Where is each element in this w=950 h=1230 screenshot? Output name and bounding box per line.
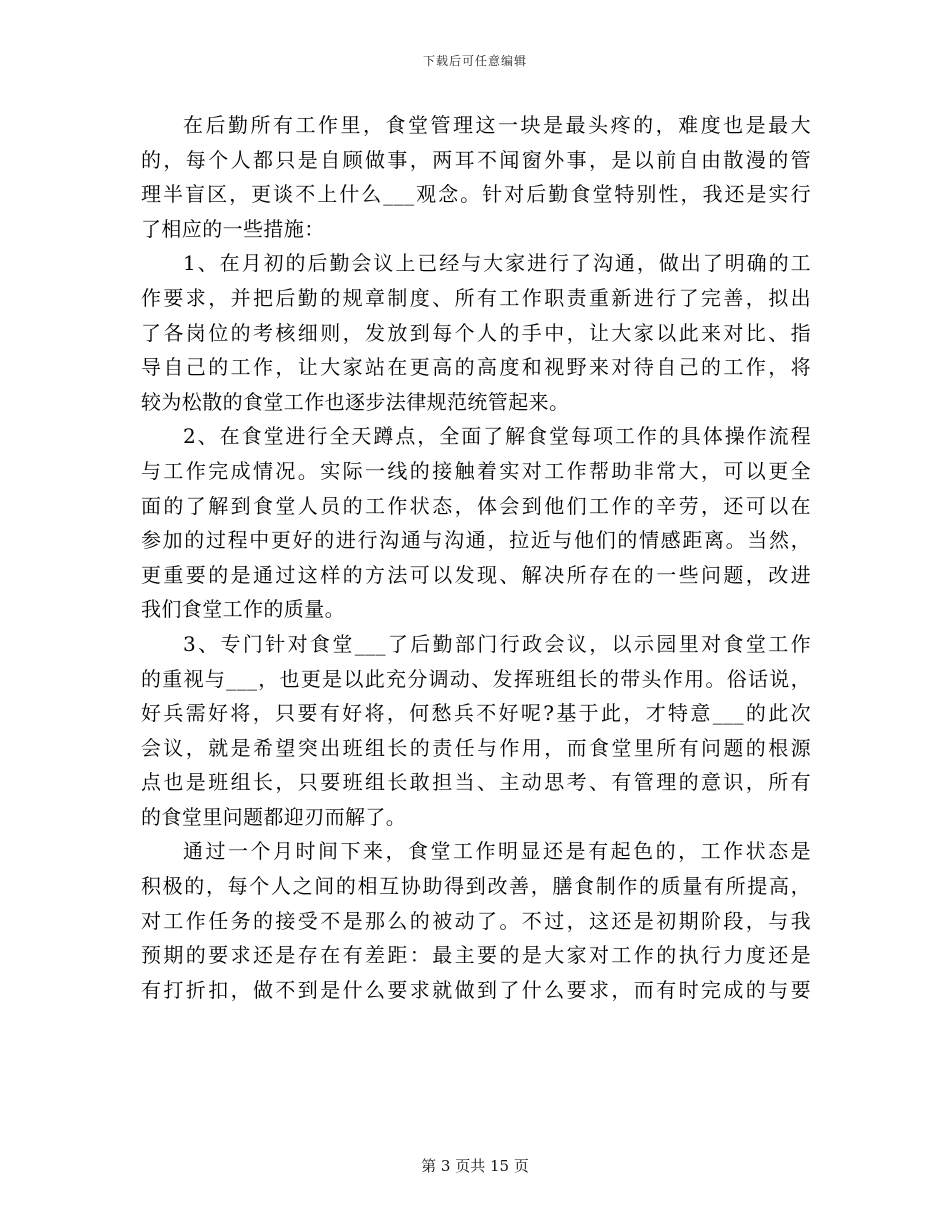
paragraph-2-line-2: 作要求，并把后勤的规章制度、所有工作职责重新进行了完善，拟出	[141, 285, 811, 310]
paragraph-4-line-1: 3、专门针对食堂___了后勤部门行政会议，以示园里对食堂工作	[183, 631, 811, 656]
paragraph-3-line-2: 与工作完成情况。实际一线的接触着实对工作帮助非常大，可以更全	[141, 458, 811, 483]
paragraph-1-line-2: 的，每个人都只是自顾做事，两耳不闻窗外事，是以前自由散漫的管	[141, 147, 811, 172]
paragraph-3-line-1: 2、在食堂进行全天蹲点，全面了解食堂每项工作的具体操作流程	[183, 424, 811, 449]
paragraph-5-line-5: 有打折扣，做不到是什么要求就做到了什么要求，而有时完成的与要	[141, 977, 811, 1002]
paragraph-1-line-4: 了相应的一些措施：	[141, 216, 325, 241]
paragraph-4-line-6: 的食堂里问题都迎刃而解了。	[141, 804, 407, 829]
paragraph-2-line-3: 了各岗位的考核细则，发放到每个人的手中，让大家以此来对比、指	[141, 320, 811, 345]
paragraph-4-line-4: 会议，就是希望突出班组长的责任与作用，而食堂里所有问题的根源	[141, 735, 811, 760]
paragraph-5-line-4: 预期的要求还是存在有差距：最主要的是大家对工作的执行力度还是	[141, 943, 811, 968]
paragraph-5-line-2: 积极的，每个人之间的相互协助得到改善，膳食制作的质量有所提高，	[141, 874, 811, 899]
document-body	[141, 108, 811, 1007]
paragraph-2-line-1: 1、在月初的后勤会议上已经与大家进行了沟通，做出了明确的工	[183, 251, 811, 276]
paragraph-4-line-2: 的重视与___，也更是以此充分调动、发挥班组长的带头作用。俗话说，	[141, 666, 811, 691]
paragraph-3-line-3: 面的了解到食堂人员的工作状态，体会到他们工作的辛劳，还可以在	[141, 493, 811, 518]
paragraph-5-line-1: 通过一个月时间下来，食堂工作明显还是有起色的，工作状态是	[183, 839, 811, 864]
page-number-footer: 第 3 页共 15 页	[421, 1157, 529, 1175]
paragraph-4-line-5: 点也是班组长，只要班组长敢担当、主动思考、有管理的意识，所有	[141, 770, 811, 795]
paragraph-1-line-1: 在后勤所有工作里，食堂管理这一块是最头疼的，难度也是最大	[183, 113, 811, 137]
paragraph-5-line-3: 对工作任务的接受不是那么的被动了。不过，这还是初期阶段，与我	[141, 908, 811, 933]
page-header: 下载后可任意编辑	[422, 54, 527, 68]
paragraph-2-line-5: 较为松散的食堂工作也逐步法律规范统管起来。	[141, 389, 570, 414]
paragraph-2-line-4: 导自己的工作，让大家站在更高的高度和视野来对待自己的工作，将	[141, 355, 811, 380]
paragraph-4-line-3: 好兵需好将，只要有好将，何愁兵不好呢?基于此，才特意___的此次	[141, 701, 811, 726]
paragraph-3-line-6: 我们食堂工作的质量。	[141, 597, 345, 622]
paragraph-1-line-3: 理半盲区，更谈不上什么___观念。针对后勤食堂特别性，我还是实行	[141, 182, 811, 207]
paragraph-3-line-4: 参加的过程中更好的进行沟通与沟通，拉近与他们的情感距离。当然，	[141, 528, 811, 553]
paragraph-3-line-5: 更重要的是通过这样的方法可以发现、解决所存在的一些问题，改进	[141, 562, 811, 587]
